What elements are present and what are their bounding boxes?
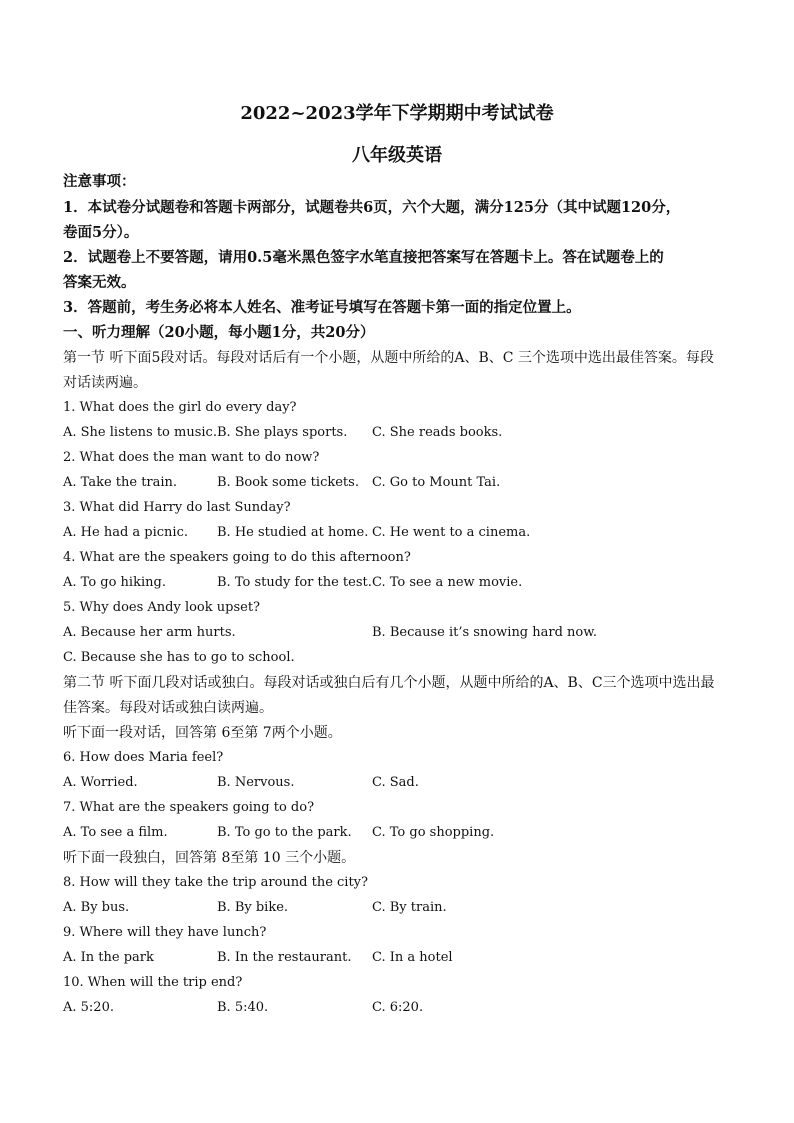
q1-option-b: B. She plays sports. bbox=[217, 425, 348, 440]
q8-option-c: C. By train. bbox=[372, 900, 447, 915]
question-10: 10. When will the trip end? bbox=[63, 975, 243, 990]
q7-option-a: A. To see a film. bbox=[63, 825, 168, 840]
q5-option-c: C. Because she has to go to school. bbox=[63, 650, 295, 665]
q8-option-b: B. By bike. bbox=[217, 900, 289, 915]
q10-option-b: B. 5:40. bbox=[217, 1000, 269, 1015]
part1-instructions-cont: 对话读两遍。 bbox=[63, 375, 147, 391]
question-1: 1. What does the girl do every day? bbox=[63, 400, 297, 415]
part2-instructions: 第二节 听下面几段对话或独白。每段对话或独白后有几个小题，从题中所给的A、B、C三个选项中选出最 bbox=[63, 675, 715, 691]
q9-option-b: B. In the restaurant. bbox=[217, 950, 352, 965]
q10-option-c: C. 6:20. bbox=[372, 1000, 424, 1015]
q1-option-a: A. She listens to music. bbox=[63, 425, 217, 440]
q6-option-a: A. Worried. bbox=[63, 775, 138, 790]
q9-option-a: A. In the park bbox=[63, 950, 154, 965]
exam-subject: 八年级英语 bbox=[352, 145, 442, 166]
question-4: 4. What are the speakers going to do this afternoon? bbox=[63, 550, 411, 565]
exam-title: 2022~2023学年下学期期中考试试卷 bbox=[240, 103, 554, 124]
q4-option-a: A. To go hiking. bbox=[63, 575, 166, 590]
q2-option-b: B. Book some tickets. bbox=[217, 475, 359, 490]
q4-option-b: B. To study for the test. bbox=[217, 575, 372, 590]
question-9: 9. Where will they have lunch? bbox=[63, 925, 267, 940]
question-2: 2. What does the man want to do now? bbox=[63, 450, 320, 465]
q2-option-c: C. Go to Mount Tai. bbox=[372, 475, 501, 490]
notice-item-1-cont: 卷面5分）。 bbox=[63, 224, 139, 241]
notice-item-2-cont: 答案无效。 bbox=[63, 274, 136, 291]
notice-item-2: 2．试题卷上不要答题，请用0.5毫米黑色签字水笔直接把答案写在答题卡上。答在试题卷上的 bbox=[63, 249, 664, 266]
q3-option-a: A. He had a picnic. bbox=[63, 525, 188, 540]
dialog-intro: 听下面一段对话，回答第 6至第 7两个小题。 bbox=[63, 725, 342, 741]
part1-instructions: 第一节 听下面5段对话。每段对话后有一个小题，从题中所给的A、B、C 三个选项中选出最佳答案。每段 bbox=[63, 350, 714, 366]
q3-option-b: B. He studied at home. bbox=[217, 525, 369, 540]
section-heading: 一、听力理解（20小题，每小题1分，共20分） bbox=[63, 324, 375, 341]
question-8: 8. How will they take the trip around the city? bbox=[63, 875, 368, 890]
q10-option-a: A. 5:20. bbox=[63, 1000, 114, 1015]
q4-option-c: C. To see a new movie. bbox=[372, 575, 523, 590]
question-3: 3. What did Harry do last Sunday? bbox=[63, 500, 291, 515]
q6-option-c: C. Sad. bbox=[372, 775, 419, 790]
q5-option-b: B. Because it’s snowing hard now. bbox=[372, 625, 597, 640]
part2-instructions-cont: 佳答案。每段对话或独白读两遍。 bbox=[63, 700, 273, 716]
q1-option-c: C. She reads books. bbox=[372, 425, 503, 440]
notice-item-3: 3．答题前，考生务必将本人姓名、准考证号填写在答题卡第一面的指定位置上。 bbox=[63, 299, 581, 316]
q9-option-c: C. In a hotel bbox=[372, 950, 453, 965]
q7-option-b: B. To go to the park. bbox=[217, 825, 352, 840]
monologue-intro: 听下面一段独白，回答第 8至第 10 三个小题。 bbox=[63, 850, 356, 866]
q6-option-b: B. Nervous. bbox=[217, 775, 295, 790]
q7-option-c: C. To go shopping. bbox=[372, 825, 495, 840]
question-5: 5. Why does Andy look upset? bbox=[63, 600, 261, 615]
q8-option-a: A. By bus. bbox=[63, 900, 130, 915]
q3-option-c: C. He went to a cinema. bbox=[372, 525, 531, 540]
notice-heading: 注意事项： bbox=[63, 173, 136, 190]
q5-option-a: A. Because her arm hurts. bbox=[63, 625, 236, 640]
question-6: 6. How does Maria feel? bbox=[63, 750, 224, 765]
q2-option-a: A. Take the train. bbox=[63, 475, 178, 490]
question-7: 7. What are the speakers going to do? bbox=[63, 800, 315, 815]
notice-item-1: 1．本试卷分试题卷和答题卡两部分，试题卷共6页，六个大题，满分125分（其中试题120分， bbox=[63, 199, 681, 216]
